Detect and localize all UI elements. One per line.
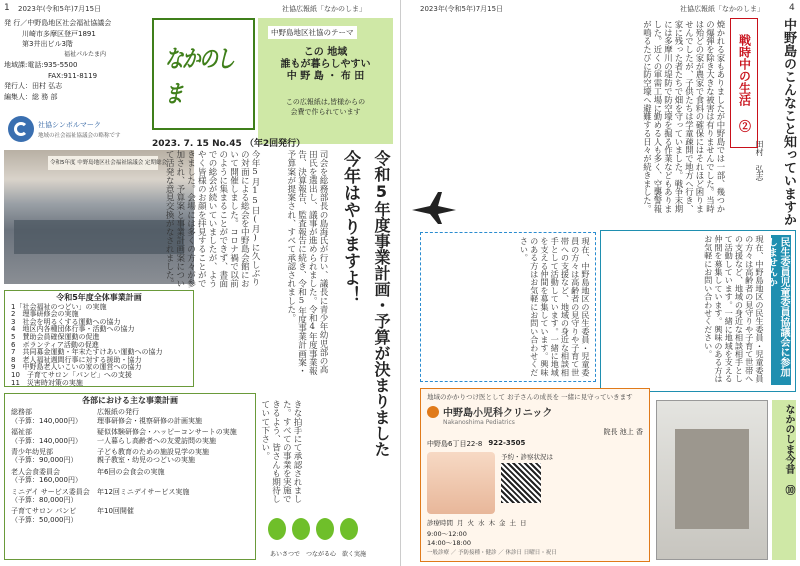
mascot-icon [316, 518, 334, 540]
logo-caption: 地域の社会福祉協議会の略称です [38, 133, 121, 139]
day-label: 木 [488, 519, 495, 527]
annual-plan-title: 令和5年度全体事業計画 [56, 293, 142, 302]
dept-row [11, 468, 249, 485]
headline-a: 今年はやりますよ！ [340, 150, 360, 303]
plan-item: 2 理事研修会の実施 [11, 310, 79, 319]
theme-heading: 中野島地区社協のテーマ [268, 26, 357, 39]
dept-name: 老人会食委員会 [11, 467, 60, 476]
imamukashi-title: なかのしま今昔 ⑩ [772, 400, 796, 560]
clinic-tel: 922-3505 [488, 439, 526, 447]
page-number-left: 1 [4, 3, 10, 13]
clinic-logo-icon [427, 406, 439, 418]
dept-plan: 年6回の会食会の実施 [97, 467, 165, 476]
plan-item: 6 ボランティア活動の促進 [11, 340, 99, 349]
dept-row [11, 448, 249, 465]
dept-plan: 疑似体験研修会・ハッピーコンサートの実施 一人暮らし高齢者への友愛訪問の実施 [97, 428, 237, 445]
article-body-3: きな拍手にて承認されました。すべての事業を実施できるよう、皆さんも期待していて下さい。 [259, 400, 302, 504]
feature-subtitle: 戦時中の生活 ② [730, 18, 758, 148]
meeting-banner: 令和5年度 中野島地区社会福祉協議会 定期総会 [48, 156, 158, 170]
dept-budget: （予算：140,000円） [11, 436, 82, 445]
publisher-line: FAX:911-8119 [48, 71, 98, 80]
dept-plan: 子ども教育のための施設見学の実施 親子教室・幼児のつどいの実施 [97, 448, 209, 465]
plan-item: 7 共同募金運動・年末たすけあい運動への協力 [11, 348, 163, 357]
feature-author: 田村 弘志 [755, 140, 764, 181]
publisher-line: 川崎市多摩区登戸1891 [22, 29, 96, 38]
annual-plan-box [4, 290, 194, 387]
issue-info: 2023. 7. 15 No.45 （年2回発行） [152, 139, 306, 149]
fund-note-1: この広報紙は,皆様からの [285, 98, 366, 106]
feature-body: 焼かれる家もありましたが中野島では一部、幾つかの爆弾を除き大きな被害は有りませんでした。当時は殆どの家が農家で食料の確保にはそれほど困りませんでしたが、子供たちは学童疎開で地方へ行き、家に残った者たちで畑を守っていました。戦争末期には多摩川の堤防で防空壕を掘る作業などもありました。近くの軍需工場に勤める人も多く、空襲警報が鳴るたびに防空壕へ避難する日々が続きました。 [642, 20, 726, 213]
plan-item: 9 中野島老人いこいの家の運営への協力 [11, 363, 142, 372]
dept-budget: （予算：50,000円） [11, 515, 78, 524]
plan-item: 5 賛助会員確保運動の促進 [11, 332, 100, 341]
clinic-name: 中野島小児科クリニック [443, 408, 553, 419]
dept-name: 福祉部 [11, 428, 32, 437]
minsei-title: 民生委員児童委員協議会に参加しませんか [771, 235, 791, 385]
publisher-line: 福祉パルたま内 [64, 50, 107, 58]
dept-row [11, 408, 249, 425]
dept-name: 青少年幼児部 [11, 448, 53, 457]
paper-name-right: 社協広報紙「なかのしま」 [680, 5, 764, 13]
date-left: 2023年(令和5年)7月15日 [18, 5, 102, 13]
plan-item: 1「社会福祉のつどい」の実施 [11, 302, 107, 311]
ad-tagline: 地域のかかりつけ医として お子さんの成長を 一緒に見守っていきます [427, 393, 633, 401]
clinic-name-en: Nakanoshima Pediatrics [443, 419, 515, 426]
dept-plan-box [4, 393, 256, 560]
fund-note-2: 会費で作られています [290, 108, 361, 116]
airplane-icon [410, 188, 458, 226]
theme-panel [258, 18, 393, 144]
masthead-box [152, 18, 255, 130]
day-label: 火 [467, 519, 474, 527]
dept-budget: （予算：160,000円） [11, 476, 82, 485]
logo-label: 社協シンボルマーク [38, 121, 101, 129]
dept-row [11, 507, 249, 524]
hours-am: 9:00〜12:00 [427, 530, 467, 538]
mascot-icon [292, 518, 310, 540]
publisher-line: 第3井出ビル3階 [22, 40, 73, 48]
event-body: 現在、中野島地区の民生委員・児童委員の方々は高齢者の見守りや子育て世帯への支援など、地域の身近な相談相手として活動しています。一緒に地域を支える仲間を募集しています。興味のある方はお気軽にお問い合わせください。 [519, 237, 591, 377]
plan-item: 8 老人福祉週間行事に対する援助・協力 [11, 355, 142, 364]
mascot-icon [340, 518, 358, 540]
day-label: 土 [509, 519, 516, 527]
article-body-1: 今年5月15日(月)に久しぶりの対面による総会を中野島会館において開催しました。コロナ禍で以前のように集まることができず、書面での総会が続いていましたが、ようやく皆様のお顔を拝見することができました。会場には多くの方々が参加され、予算案と事業計画案について活発な意見交換がなされました。 [164, 150, 260, 288]
day-label: 日 [520, 519, 527, 527]
date-right: 2023年(令和5年)7月15日 [420, 5, 504, 13]
mascot-caption: あいさつで つながる心 欲く実施 [270, 551, 367, 558]
publisher-line: 編集人：総 務 部 [4, 92, 58, 101]
event-box [420, 232, 596, 382]
day-label: 月 [457, 519, 464, 527]
publisher-line: 発行人：田村 弘志 [4, 82, 63, 90]
dept-budget: （予算：90,000円） [11, 456, 78, 465]
day-label: 金 [499, 519, 506, 527]
publisher-info [4, 18, 152, 102]
dept-plan: 年10回開催 [97, 507, 134, 516]
plan-item: 3 社会を明るくする運動への協力 [11, 317, 121, 326]
headline-b: 令和5年度事業計画・予算が決まりました [372, 150, 391, 457]
dept-name: 総務部 [11, 408, 32, 417]
dept-plan-title: 各部における主な事業計画 [82, 396, 178, 405]
publisher-line: 地域課:電話:935-5500 [4, 61, 78, 69]
clinic-address: 中野島6丁目22-8 [427, 440, 483, 448]
dept-row [11, 488, 249, 505]
dept-name: 子育てサロン パンビ [11, 507, 77, 516]
mascot-icon [268, 518, 286, 540]
dept-budget: （予算：80,000円） [11, 496, 78, 505]
masthead-title: なかのしま [164, 45, 234, 108]
ad-note: 一般診療 ／ 予防接種・健診 ／ 休診日 日曜日・祝日 [427, 550, 557, 556]
dept-plan: 広報紙の発行 理事研修会・視察研修の計画実施 [97, 408, 202, 425]
page-divider [400, 0, 401, 566]
feature-series-title: 中野島のこんなこと知っていますか [781, 18, 796, 226]
plan-item: 10 子育てサロン「パンビ」への支援 [11, 370, 132, 379]
dept-budget: （予算：140,000円） [11, 416, 82, 425]
publisher-line: 発 行／中野島地区社会福祉協議会 [4, 19, 112, 27]
theme-line-3: 中 野 島 ・ 布 田 [286, 71, 365, 82]
baby-photo [427, 452, 495, 514]
mascot-group [268, 518, 358, 540]
hours-pm: 14:00〜18:00 [427, 539, 471, 547]
theme-line-1: この 地域 [303, 47, 348, 58]
dept-name: ミニデイ サービス委員会 [11, 487, 90, 496]
minsei-box [600, 230, 796, 392]
minsei-body: 現在、中野島地区の民生委員・児童委員の方々は高齢者の見守りや子育て世帯への支援など、地域の身近な相談相手として活動しています。一緒に地域を支える仲間を募集しています。興味のある方はお気軽にお問い合わせください。 [703, 235, 765, 383]
dept-row [11, 428, 249, 445]
dept-plan: 年12回ミニデイサービス実施 [97, 487, 190, 496]
reserve-label: 予約・診察状況は [501, 453, 553, 461]
day-label: 水 [478, 519, 485, 527]
old-building-photo [656, 400, 768, 560]
qr-code-icon [501, 463, 541, 503]
plan-item: 11 災害時対策の実施 [11, 378, 83, 387]
shakyo-logo-icon [8, 116, 34, 142]
article-body-2: 司会を総務部長の島海氏が行い、議長に青少年幼児部の高田氏を選出し、議事が進められました。令和4年度事業報告、決算報告、監査報告に続き、令和5年度事業計画案・予算案が提案され、すべて承認されました。 [285, 150, 328, 375]
plan-item: 4 地区内各種団体行事・活動への協力 [11, 325, 135, 334]
theme-line-2: 誰もが暮らしやすい [280, 59, 371, 70]
hours-label: 診療時間 [427, 519, 453, 527]
clinic-ad [420, 388, 650, 562]
page-number-right: 4 [789, 3, 795, 13]
clinic-doctor: 院長 池上 香 [603, 428, 643, 436]
paper-name-left: 社協広報紙「なかのしま」 [282, 5, 366, 13]
